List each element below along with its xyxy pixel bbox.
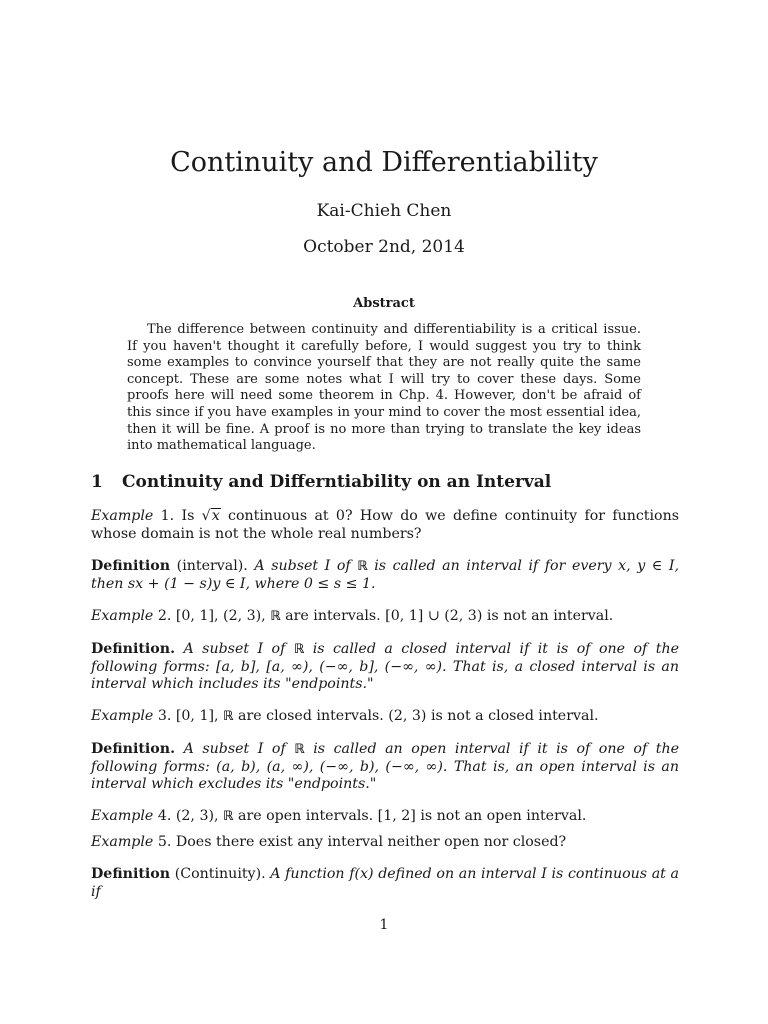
- definition-closed-interval: [91, 641, 679, 694]
- definition-text: is called an interval if for every x, y ∈ I, then sx + (1 − s)y ∈ I, where 0 ≤ s ≤ 1.: [91, 558, 679, 592]
- example-5: [91, 834, 679, 852]
- example-text: are intervals. [0, 1] ∪ (2, 3) is not an interval.: [285, 608, 614, 624]
- definition-text: A subset I of: [183, 741, 286, 757]
- example-text: [0, 1],: [175, 708, 219, 724]
- reals-symbol: ℝ: [293, 642, 305, 657]
- definition-continuity: [91, 866, 679, 901]
- example-text: continuous at 0? How do we define continuity for functions whose domain is not the whole real numbers?: [91, 508, 680, 542]
- reals-symbol: ℝ: [223, 809, 234, 824]
- definition-text: A function f(x) defined on an interval I is continuous at a if: [91, 866, 679, 900]
- example-text: (2, 3),: [175, 808, 219, 824]
- definition-label: Definition: [91, 866, 171, 882]
- paper-title: Continuity and Differentiability: [170, 147, 598, 178]
- example-1: [91, 508, 679, 543]
- abstract-body: The difference between continuity and differentiability is a critical issue. If you haven't thought it carefully before, I would suggest you try to think some examples to convince yourself that they are not really quite the same concept. These are some notes what I will try to cover these days. Some proofs here will need some theorem in Chp. 4. However, don't be afraid of this since if you have examples in your mind to cover the most essential idea, then it will be fine. A proof is no more than trying to translate the key ideas into mathematical language.: [127, 322, 641, 454]
- example-label: Example: [91, 708, 154, 724]
- reals-symbol: ℝ: [357, 559, 368, 574]
- example-label: Example: [91, 808, 154, 824]
- reals-symbol: ℝ: [223, 709, 234, 724]
- paper-author: Kai-Chieh Chen: [316, 201, 452, 221]
- example-label: Example: [91, 834, 154, 850]
- example-2: [91, 608, 679, 626]
- page-number: 1: [379, 917, 389, 933]
- definition-title: (Continuity).: [174, 866, 266, 882]
- example-label: Example: [91, 508, 154, 524]
- example-number: 3.: [157, 708, 172, 724]
- definition-interval: [91, 558, 679, 593]
- example-number: 5.: [157, 834, 172, 850]
- definition-title: (interval).: [176, 558, 248, 574]
- section-title: Continuity and Differntiability on an Interval: [122, 472, 552, 492]
- example-number: 2.: [157, 608, 172, 624]
- definition-label: Definition.: [91, 641, 176, 657]
- definition-label: Definition.: [91, 741, 176, 757]
- section-number: 1: [91, 472, 103, 492]
- definition-label: Definition: [91, 558, 171, 574]
- sqrt-radicand: x: [211, 508, 220, 524]
- example-text: are open intervals. [1, 2] is not an open interval.: [237, 808, 587, 824]
- reals-symbol: ℝ: [270, 609, 281, 624]
- definition-text: A subset I of: [254, 558, 351, 574]
- example-4: [91, 808, 679, 826]
- sqrt-symbol: √x: [201, 508, 220, 524]
- example-number: 1.: [160, 508, 175, 524]
- definition-text: A subset I of: [183, 641, 286, 657]
- example-3: [91, 708, 679, 726]
- example-text: [0, 1], (2, 3),: [175, 608, 266, 624]
- example-label: Example: [91, 608, 154, 624]
- definition-text: is called an open interval if it is of one of the following forms: (a, b), (a, ∞), (−∞, b), (−∞, ∞). That is, an open interval is an interval which excludes its "endpoints.": [91, 741, 679, 793]
- reals-symbol: ℝ: [294, 742, 305, 757]
- definition-open-interval: [91, 741, 679, 794]
- section-heading: [91, 470, 691, 494]
- paper-date: October 2nd, 2014: [303, 237, 465, 257]
- example-number: 4.: [157, 808, 172, 824]
- example-text: are closed intervals. (2, 3) is not a closed interval.: [237, 708, 599, 724]
- example-text: Is: [181, 508, 195, 524]
- definition-text: is called a closed interval if it is of one of the following forms: [a, b], [a, ∞), (−∞, b], (−∞, ∞). That is, a closed interval is an interval which includes its "endpoints.": [91, 641, 679, 693]
- abstract-heading: Abstract: [353, 296, 415, 311]
- example-text: Does there exist any interval neither open nor closed?: [175, 834, 567, 850]
